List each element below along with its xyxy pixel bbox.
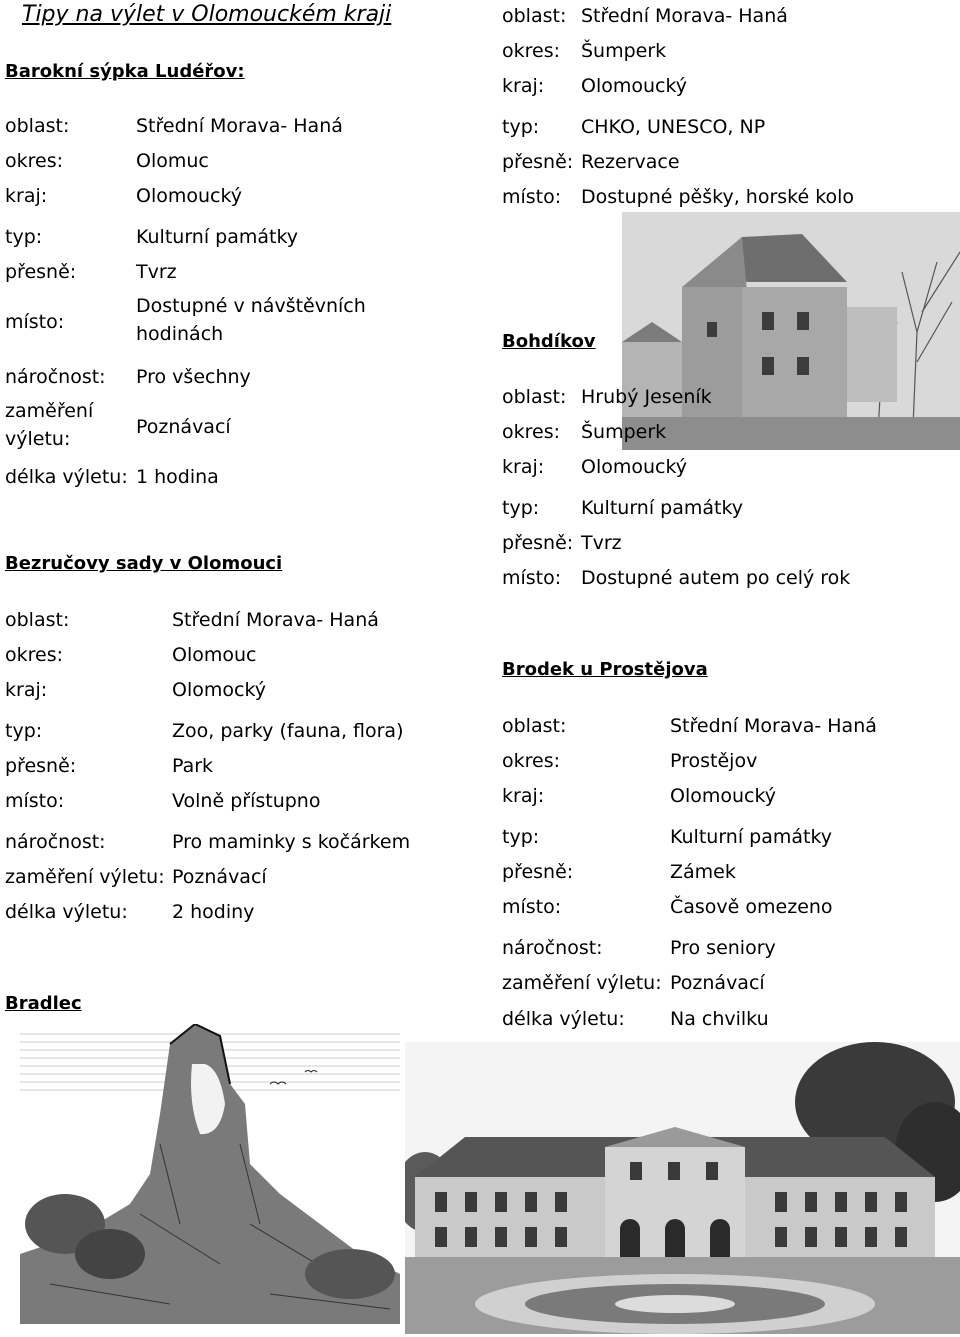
value-oblast: Hrubý Jeseník <box>581 386 712 408</box>
value-presne: Zámek <box>670 861 736 883</box>
page-title: Tipy na výlet v Olomouckém kraji <box>22 2 392 27</box>
label-kraj: kraj: <box>5 185 48 207</box>
value-kraj: Olomoucký <box>581 456 688 478</box>
label-okres: okres: <box>502 421 561 443</box>
value-misto: Časově omezeno <box>670 896 833 918</box>
value-misto: Dostupné pěšky, horské kolo <box>581 186 855 208</box>
bohdikov-fortress-photo <box>622 212 960 450</box>
value-okres: Šumperk <box>581 40 667 62</box>
label-misto: místo: <box>5 311 65 333</box>
label-oblast: oblast: <box>5 115 70 137</box>
value-misto: Volně přístupno <box>172 790 321 812</box>
value-oblast: Střední Morava- Haná <box>670 715 877 737</box>
value-misto: Dostupné v návštěvních hodinách <box>136 295 366 345</box>
label-oblast: oblast: <box>502 5 567 27</box>
value-okres: Prostějov <box>670 750 758 772</box>
value-narocnost: Pro všechny <box>136 366 251 388</box>
brodek-chateau-photo <box>405 1042 960 1334</box>
value-delka: Na chvilku <box>670 1008 769 1030</box>
label-typ: typ: <box>5 720 43 742</box>
section-heading-bradlec: Bradlec <box>5 993 82 1014</box>
label-typ: typ: <box>5 226 43 248</box>
label-misto: místo: <box>502 896 562 918</box>
label-zamereni: zaměření výletu: <box>502 972 662 994</box>
label-typ: typ: <box>502 826 540 848</box>
value-presne: Tvrz <box>136 261 177 283</box>
value-zamereni: Poznávací <box>136 416 231 438</box>
value-typ: Kulturní památky <box>670 826 833 848</box>
value-zamereni: Poznávací <box>172 866 267 888</box>
value-delka: 1 hodina <box>136 466 219 488</box>
label-okres: okres: <box>5 644 64 666</box>
section-heading-luderov: Barokní sýpka Ludéřov: <box>5 61 245 82</box>
value-kraj: Olomocký <box>172 679 267 701</box>
label-kraj: kraj: <box>502 785 545 807</box>
label-okres: okres: <box>502 750 561 772</box>
label-delka: délka výletu: <box>5 901 128 923</box>
section-heading-brodek: Brodek u Prostějova <box>502 659 708 680</box>
value-typ: CHKO, UNESCO, NP <box>581 116 766 138</box>
value-okres: Šumperk <box>581 421 667 443</box>
value-typ: Kulturní památky <box>136 226 299 248</box>
value-zamereni: Poznávací <box>670 972 765 994</box>
value-kraj: Olomoucký <box>581 75 688 97</box>
label-kraj: kraj: <box>5 679 48 701</box>
value-okres: Olomuc <box>136 150 209 172</box>
label-typ: typ: <box>502 116 540 138</box>
label-zamereni: zaměření výletu: <box>5 400 94 450</box>
label-kraj: kraj: <box>502 75 545 97</box>
label-misto: místo: <box>502 567 562 589</box>
value-narocnost: Pro seniory <box>670 937 776 959</box>
section-heading-bohdikov: Bohdíkov <box>502 331 596 352</box>
value-presne: Park <box>172 755 214 777</box>
bradlec-ruin-engraving <box>20 1024 400 1324</box>
label-narocnost: náročnost: <box>5 366 106 388</box>
label-kraj: kraj: <box>502 456 545 478</box>
label-delka: délka výletu: <box>502 1008 625 1030</box>
label-presne: přesně: <box>5 755 77 777</box>
label-oblast: oblast: <box>502 386 567 408</box>
value-narocnost: Pro maminky s kočárkem <box>172 831 411 853</box>
label-delka: délka výletu: <box>5 466 128 488</box>
label-narocnost: náročnost: <box>502 937 603 959</box>
label-okres: okres: <box>5 150 64 172</box>
label-misto: místo: <box>5 790 65 812</box>
label-typ: typ: <box>502 497 540 519</box>
value-okres: Olomouc <box>172 644 257 666</box>
value-presne: Rezervace <box>581 151 680 173</box>
label-zamereni: zaměření výletu: <box>5 866 165 888</box>
label-oblast: oblast: <box>502 715 567 737</box>
label-oblast: oblast: <box>5 609 70 631</box>
value-kraj: Olomoucký <box>136 185 243 207</box>
value-oblast: Střední Morava- Haná <box>172 609 379 631</box>
value-kraj: Olomoucký <box>670 785 777 807</box>
section-heading-bezrucovy: Bezručovy sady v Olomouci <box>5 553 283 574</box>
value-typ: Kulturní památky <box>581 497 744 519</box>
label-misto: místo: <box>502 186 562 208</box>
label-presne: přesně: <box>5 261 77 283</box>
value-oblast: Střední Morava- Haná <box>581 5 788 27</box>
label-presne: přesně: <box>502 861 574 883</box>
value-typ: Zoo, parky (fauna, flora) <box>172 720 404 742</box>
label-narocnost: náročnost: <box>5 831 106 853</box>
value-oblast: Střední Morava- Haná <box>136 115 343 137</box>
value-delka: 2 hodiny <box>172 901 255 923</box>
label-presne: přesně: <box>502 151 574 173</box>
label-okres: okres: <box>502 40 561 62</box>
label-presne: přesně: <box>502 532 574 554</box>
value-presne: Tvrz <box>581 532 622 554</box>
value-misto: Dostupné autem po celý rok <box>581 567 851 589</box>
